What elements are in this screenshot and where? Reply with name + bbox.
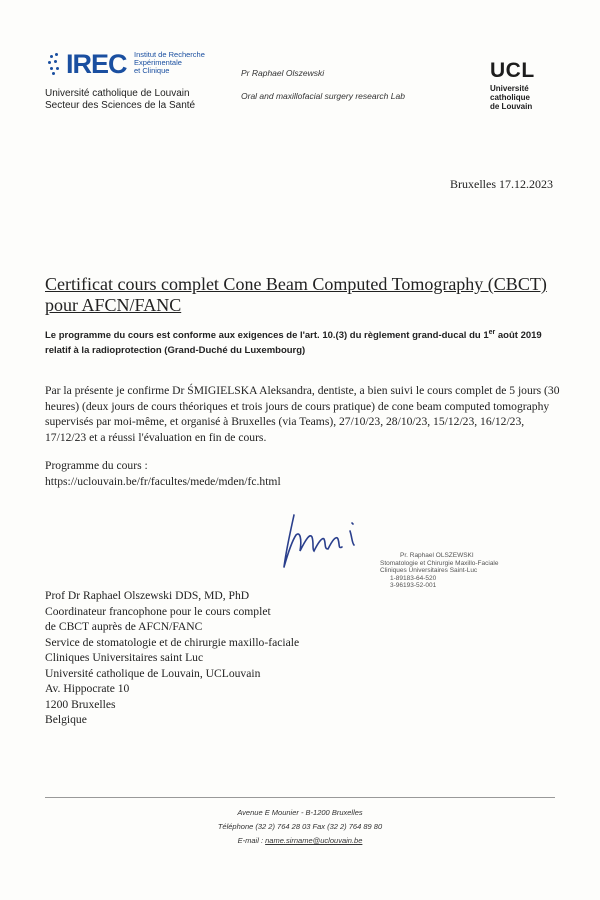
footer: Avenue E Mounier - B-1200 Bruxelles Téléphone (32 2) 764 28 03 Fax (32 2) 764 89 80 E-mail : name.sirname@uclouvain.be <box>195 806 405 848</box>
footer-divider <box>45 797 555 798</box>
header-lab: Oral and maxillofacial surgery research Lab <box>241 91 405 101</box>
signer-name: Prof Dr Raphael Olszewski DDS, MD, PhD <box>45 589 250 602</box>
ucl-subtitle: Université catholique de Louvain <box>490 84 533 111</box>
program-label: Programme du cours : <box>45 459 148 472</box>
footer-phone: Téléphone (32 2) 764 28 03 Fax (32 2) 764 89 80 <box>217 822 383 831</box>
university-name: Université catholique de Louvain Secteur des Sciences de la Santé <box>45 88 196 111</box>
handwritten-signature <box>280 505 390 573</box>
document-title: Certificat cours complet Cone Beam Computed Tomography (CBCT) pour AFCN/FANC <box>45 274 547 315</box>
irec-tagline: Institut de Recherche Expérimentale et Clinique <box>134 50 205 75</box>
ucl-logo: UCL <box>490 59 535 82</box>
document-date: Bruxelles 17.12.2023 <box>450 177 553 191</box>
header-professor: Pr Raphael Olszewski <box>241 68 325 78</box>
body-paragraph: Par la présente je confirme Dr ŚMIGIELSKA Aleksandra, dentiste, a bien suivi le cours complet de 5 jours (30 heures) (deux jours de cours théoriques et trois jours de cours pratique) de cone beam computed tomography supervisés par moi-même, et organisé à Bruxelles (via Teams), 27/10/23, 28/10/23, 15/12/23, 16/12/23, 17/12/23 et a réussi l'évaluation en fin de cours. <box>45 384 560 444</box>
irec-dots-icon <box>48 53 64 75</box>
irec-logo <box>48 47 268 87</box>
conformity-note: Le programme du cours est conforme aux exigences de l'art. 10.(3) du règlement grand-ducal du 1er août 2019 relatif à la radioprotection (Grand-Duché du Luxembourg) <box>45 328 542 356</box>
footer-email[interactable]: name.sirname@uclouvain.be <box>265 836 363 845</box>
program-url[interactable]: https://uclouvain.be/fr/facultes/mede/mden/fc.html <box>45 475 281 488</box>
footer-address: Avenue E Mounier - B-1200 Bruxelles <box>237 808 363 817</box>
official-stamp: Pr. Raphael OLSZEWSKI Stomatologie et Chirurgie Maxillo-Faciale Cliniques Universitaires Saint-Luc 1-89183-64-520 3-96193-52-001 <box>380 552 499 589</box>
signature-block: Prof Dr Raphael Olszewski DDS, MD, PhD Coordinateur francophone pour le cours complet de CBCT auprès de AFCN/FANC Service de stomatologie et de chirurgie maxillo-faciale Cliniques Universitaires saint Luc Université catholique de Louvain, UCLouvain Av. Hippocrate 10 1200 Bruxelles Belgique <box>45 589 300 726</box>
irec-wordmark: IREC <box>66 49 127 79</box>
